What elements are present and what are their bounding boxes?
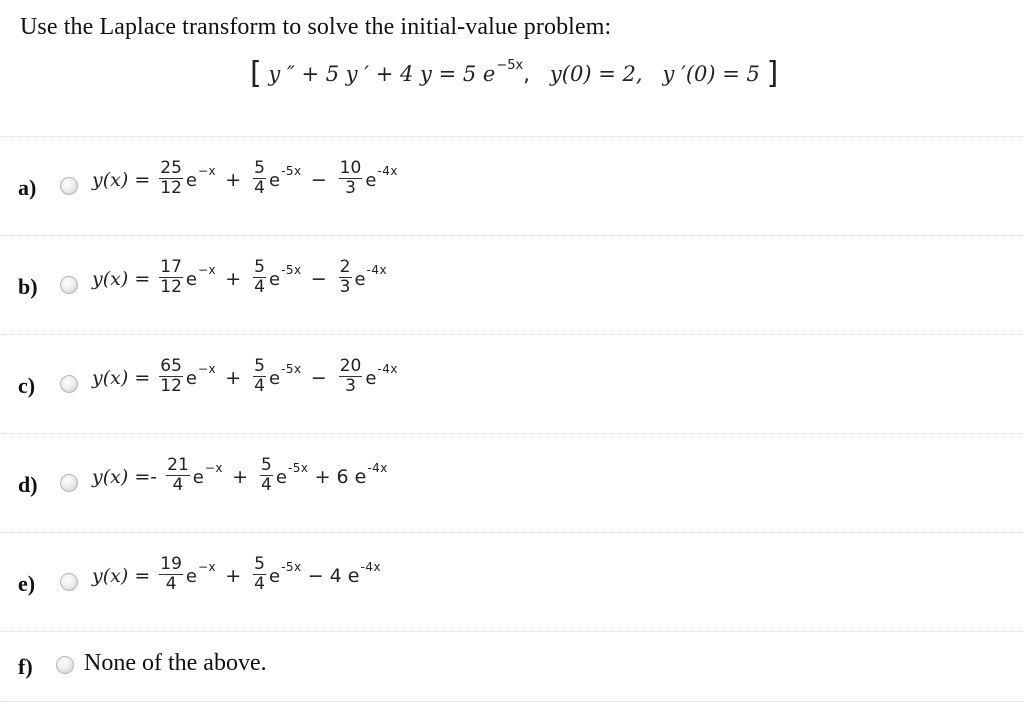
option-letter: a) [18, 175, 37, 200]
initial-condition-1: y(0) = 2, [549, 62, 643, 86]
exponent-1: −x [198, 362, 217, 376]
fraction-1: $\frac{65}{12}$ [160, 356, 182, 396]
formula-lhs: y(x) = [92, 466, 151, 488]
exponent-1: −x [204, 461, 224, 475]
option-d[interactable] [0, 434, 1024, 533]
ode-exponent: −5x [496, 58, 524, 73]
fraction-2: $\frac{5}{4}$ [254, 158, 265, 198]
option-letter: c) [18, 373, 36, 398]
fraction-1: $\frac{17}{12}$ [160, 257, 182, 297]
option-f-radio[interactable] [56, 656, 74, 674]
fraction-3: $\frac{2}{3}$ [339, 257, 351, 297]
exponent-2: -5x [287, 461, 309, 475]
option-a[interactable] [0, 137, 1024, 236]
option-letter: e) [18, 571, 36, 596]
exponent-2: -5x [281, 263, 302, 277]
right-bracket: ] [766, 56, 779, 91]
fraction-3: $\frac{10}{3}$ [339, 158, 362, 198]
fraction-1: $\frac{21}{4}$ [167, 455, 189, 495]
ode-equation: [ y ″ + 5 y ′ + 4 y = 5 $e^{-5x}$, y(0) = 2, y ′(0) = 5 ] [250, 56, 779, 91]
option-e-formula: y(x) = $\frac{19}{4}$ $e^{-x}$ + $\frac{5}{4}$ $e^{-5x} - 4$ $e^{-4x}$ [92, 554, 382, 594]
exponent-3: -4x [366, 263, 388, 277]
exponent-2: -5x [281, 362, 302, 376]
tail-term: + 6 e [314, 466, 367, 488]
exponent-3: -4x [377, 362, 398, 376]
option-b-formula: y(x) = $\frac{17}{12}$ $e^{-x}$ + $\frac{5}{4}$ $e^{-5x}$ − $\frac{2}{3}$ $e^{-4x}$ [92, 257, 388, 297]
option-c-formula: y(x) = $\frac{65}{12}$ $e^{-x}$ + $\frac{5}{4}$ $e^{-5x}$ − $\frac{20}{3}$ $e^{-4x}$ [92, 356, 398, 396]
fraction-2: $\frac{5}{4}$ [254, 257, 265, 297]
formula-lhs: y(x) = [92, 565, 151, 587]
formula-lhs: y(x) = [92, 367, 151, 389]
option-e-radio[interactable] [60, 573, 78, 591]
question-prompt: Use the Laplace transform to solve the initial-value problem: [20, 14, 612, 40]
formula-lhs: y(x) = [92, 169, 151, 191]
left-bracket: [ [250, 56, 262, 91]
option-c[interactable] [0, 335, 1024, 434]
option-b[interactable] [0, 236, 1024, 335]
option-b-radio[interactable] [60, 276, 78, 294]
option-c-radio[interactable] [60, 375, 78, 393]
fraction-2: $\frac{5}{4}$ [254, 356, 265, 396]
formula-lhs: y(x) = [92, 268, 151, 290]
exponent-3: -4x [377, 164, 398, 178]
option-a-radio[interactable] [60, 177, 78, 195]
option-letter: d) [18, 472, 38, 497]
leading-sign: - [150, 466, 158, 488]
exponent-1: −x [198, 263, 217, 277]
ode-lhs: y ″ + 5 y ′ + 4 y = 5 e [268, 62, 496, 86]
fraction-2: $\frac{5}{4}$ [254, 554, 265, 594]
option-d-formula: y(x) =- $\frac{21}{4}$ $e^{-x}$ + $\frac{5}{4}$ $e^{-5x} + 6$ $e^{-4x}$ [92, 455, 388, 495]
fraction-3: $\frac{20}{3}$ [339, 356, 362, 396]
tail-term: − 4 e [307, 565, 360, 587]
option-letter: f) [18, 654, 33, 679]
initial-condition-2: y ′(0) = 5 [662, 62, 760, 86]
fraction-2: $\frac{5}{4}$ [261, 455, 272, 495]
exponent-1: −x [198, 560, 217, 574]
exponent-1: −x [198, 164, 217, 178]
option-a-formula: y(x) = $\frac{25}{12}$ $e^{-x}$ + $\frac{5}{4}$ $e^{-5x}$ − $\frac{10}{3}$ $e^{-4x}$ [92, 158, 398, 198]
option-f[interactable] [0, 632, 1024, 702]
exponent-2: -5x [281, 560, 302, 574]
exponent-3: -4x [367, 461, 388, 475]
exponent-2: -5x [281, 164, 302, 178]
option-d-radio[interactable] [60, 474, 78, 492]
exponent-3: -4x [360, 560, 382, 574]
fraction-1: $\frac{25}{12}$ [160, 158, 182, 198]
option-f-text: None of the above. [84, 650, 267, 676]
fraction-1: $\frac{19}{4}$ [160, 554, 182, 594]
option-e[interactable] [0, 533, 1024, 632]
option-letter: b) [18, 274, 38, 299]
question-block [0, 0, 1024, 137]
